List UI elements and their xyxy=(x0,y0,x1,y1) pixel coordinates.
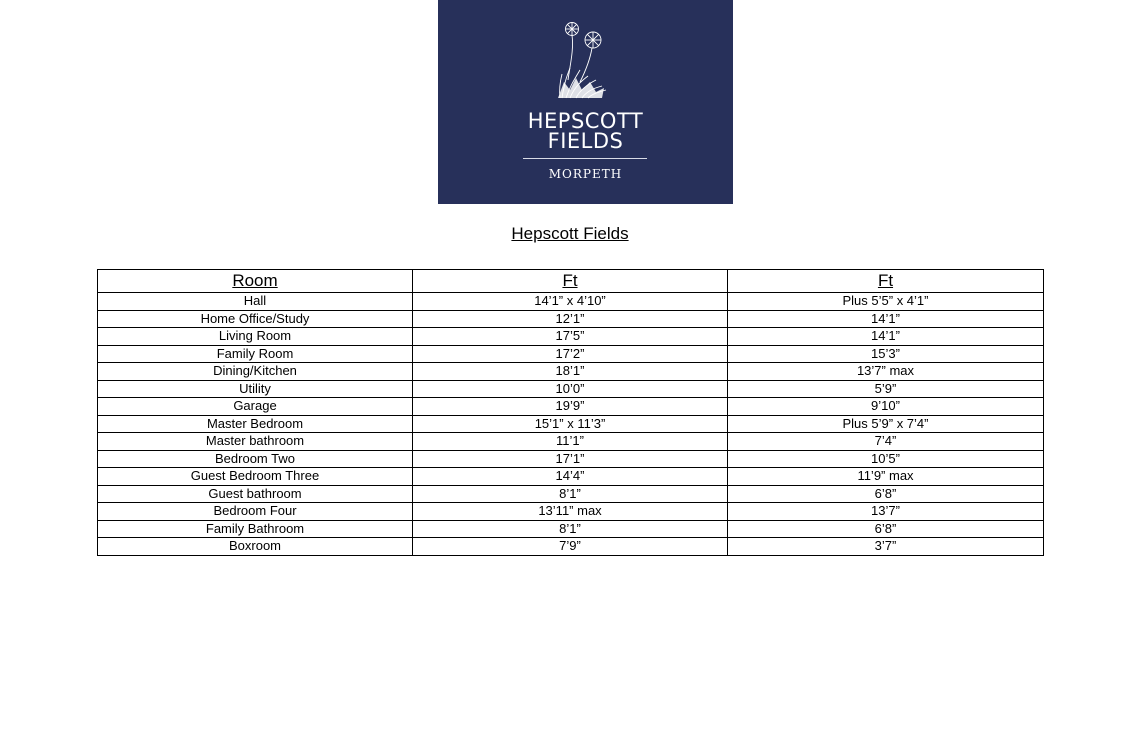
room-name: Bedroom Two xyxy=(98,450,413,468)
room-name: Boxroom xyxy=(98,538,413,556)
dimension-ft-2: 9’10” xyxy=(728,398,1044,416)
table-row xyxy=(98,345,1044,363)
table-row xyxy=(98,538,1044,556)
dandelion-grass-icon xyxy=(556,20,616,102)
room-dimensions-table xyxy=(97,269,1044,556)
room-name: Utility xyxy=(98,380,413,398)
dimension-ft-2: 14’1” xyxy=(728,328,1044,346)
table-row xyxy=(98,398,1044,416)
logo-subtitle: MORPETH xyxy=(548,167,623,181)
table-row xyxy=(98,415,1044,433)
room-name: Bedroom Four xyxy=(98,503,413,521)
dimension-ft-2: 13’7” max xyxy=(728,363,1044,381)
room-name: Guest Bedroom Three xyxy=(98,468,413,486)
dimension-ft-2: 11’9” max xyxy=(728,468,1044,486)
dimension-ft-2: Plus 5’9” x 7’4” xyxy=(728,415,1044,433)
table-header-row xyxy=(98,270,1044,293)
table-row xyxy=(98,485,1044,503)
dimension-ft-2: 15’3” xyxy=(728,345,1044,363)
dimension-ft-1: 17’1” xyxy=(413,450,728,468)
header-ft-2: Ft xyxy=(728,270,1044,293)
room-name: Master bathroom xyxy=(98,433,413,451)
table-row xyxy=(98,450,1044,468)
dimension-ft-1: 10’0” xyxy=(413,380,728,398)
room-name: Home Office/Study xyxy=(98,310,413,328)
table-row xyxy=(98,363,1044,381)
dimension-ft-1: 8’1” xyxy=(413,485,728,503)
dimension-ft-1: 19’9” xyxy=(413,398,728,416)
dimension-ft-1: 17’2” xyxy=(413,345,728,363)
dimension-ft-1: 8’1” xyxy=(413,520,728,538)
dimension-ft-2: 13’7” xyxy=(728,503,1044,521)
logo-title-line1: HEPSCOTT xyxy=(527,109,644,133)
table-row xyxy=(98,468,1044,486)
room-name: Hall xyxy=(98,293,413,311)
dimension-ft-1: 13’11” max xyxy=(413,503,728,521)
table-row xyxy=(98,380,1044,398)
dimension-ft-2: 6’8” xyxy=(728,485,1044,503)
table-row xyxy=(98,503,1044,521)
table-row xyxy=(98,293,1044,311)
dimension-ft-1: 14’4” xyxy=(413,468,728,486)
dimension-ft-1: 11’1” xyxy=(413,433,728,451)
page-title: Hepscott Fields xyxy=(511,224,629,243)
header-room: Room xyxy=(98,270,413,293)
dimension-ft-2: 5’9” xyxy=(728,380,1044,398)
room-name: Living Room xyxy=(98,328,413,346)
logo-title-line2: FIELDS xyxy=(547,129,624,153)
dimension-ft-1: 7’9” xyxy=(413,538,728,556)
dimension-ft-1: 12’1” xyxy=(413,310,728,328)
room-name: Guest bathroom xyxy=(98,485,413,503)
table-row xyxy=(98,433,1044,451)
dimension-ft-2: 14’1” xyxy=(728,310,1044,328)
logo-divider xyxy=(523,158,647,159)
dimension-ft-1: 18’1” xyxy=(413,363,728,381)
dimension-ft-2: 7’4” xyxy=(728,433,1044,451)
table-row xyxy=(98,328,1044,346)
dimension-ft-2: 6’8” xyxy=(728,520,1044,538)
header-ft-1: Ft xyxy=(413,270,728,293)
table-row xyxy=(98,310,1044,328)
room-name: Master Bedroom xyxy=(98,415,413,433)
room-name: Family Room xyxy=(98,345,413,363)
dimension-ft-1: 15’1” x 11’3” xyxy=(413,415,728,433)
dimension-ft-2: 10’5” xyxy=(728,450,1044,468)
logo xyxy=(438,0,733,204)
dimension-ft-2: 3’7” xyxy=(728,538,1044,556)
dimension-ft-2: Plus 5’5” x 4’1” xyxy=(728,293,1044,311)
table-row xyxy=(98,520,1044,538)
room-name: Dining/Kitchen xyxy=(98,363,413,381)
room-name: Family Bathroom xyxy=(98,520,413,538)
room-name: Garage xyxy=(98,398,413,416)
dimension-ft-1: 17’5” xyxy=(413,328,728,346)
dimension-ft-1: 14’1” x 4’10” xyxy=(413,293,728,311)
